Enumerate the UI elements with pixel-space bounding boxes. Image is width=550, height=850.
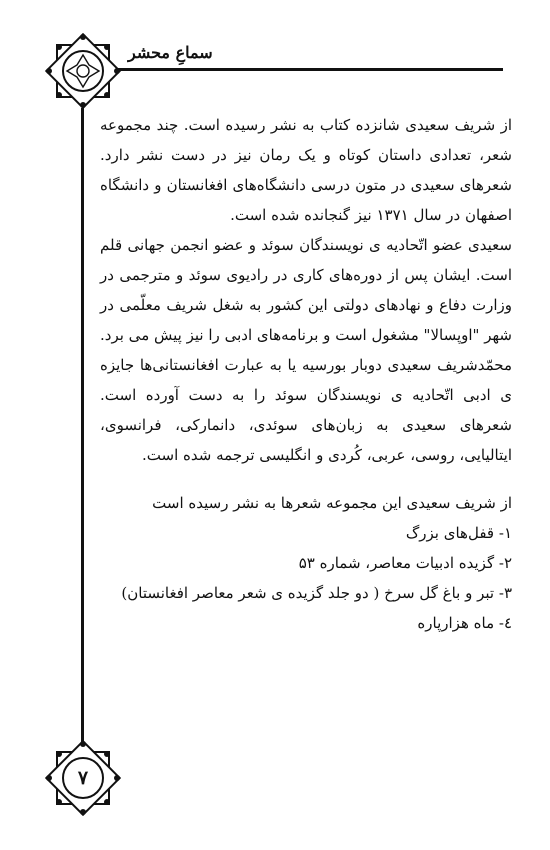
body-text	[100, 110, 512, 638]
page-number: ۷	[77, 767, 89, 789]
rosette-ornament-icon	[45, 33, 121, 109]
paragraph: از شریف سعیدی شانزده کتاب به نشر رسیده است. چند مجموعه شعر، تعدادی داستان کوتاه و یک رمان نیز در دست نشر دارد. شعرهای سعیدی در متون درسی دانشگاه‌های افغانستان و دانشگاه اصفهان در سال ۱۳۷۱ نیز گنجانده شده است.	[100, 116, 512, 224]
list-item: ٤- ماه هزارپاره	[417, 614, 512, 632]
paragraph: سعیدی عضو اتّحادیه ی نویسندگان سوئد و عضو انجمن جهانی قلم است. ایشان پس از دوره‌های کاری در رادیوی سوئد و مترجمی در وزارت دفاع و نهادهای دولتی این کشور به شغل شریف معلّمی در شهر "اوپسالا" مشغول است و برنامه‌های ادبی را نیز پیش می برد. محمّدشریف سعیدی دوبار بورسیه یا به عبارت افغانستانی‌ها جایزه ی ادبی اتّحادیه ی نویسندگان سوئد را به دست آورده است. شعرهای سعیدی به زبان‌های سوئدی، دانمارکی، فرانسوی، ایتالیایی، روسی، عربی، کُردی و انگلیسی ترجمه شده است.	[100, 236, 512, 464]
running-header-title: سماعِ محشر	[128, 43, 213, 62]
list-intro: از شریف سعیدی این مجموعه شعرها به نشر رسیده است	[152, 494, 512, 512]
list-item: ۱- قفل‌های بزرگ	[405, 524, 512, 542]
list-item: ۲- گزیده ادبیات معاصر، شماره ۵۳	[298, 554, 512, 572]
margin-rule	[81, 108, 84, 763]
list-item: ۳- تبر و باغ گل سرخ ( دو جلد گزیده ی شعر معاصر افغانستان)	[121, 584, 512, 602]
header-rule	[110, 68, 503, 71]
